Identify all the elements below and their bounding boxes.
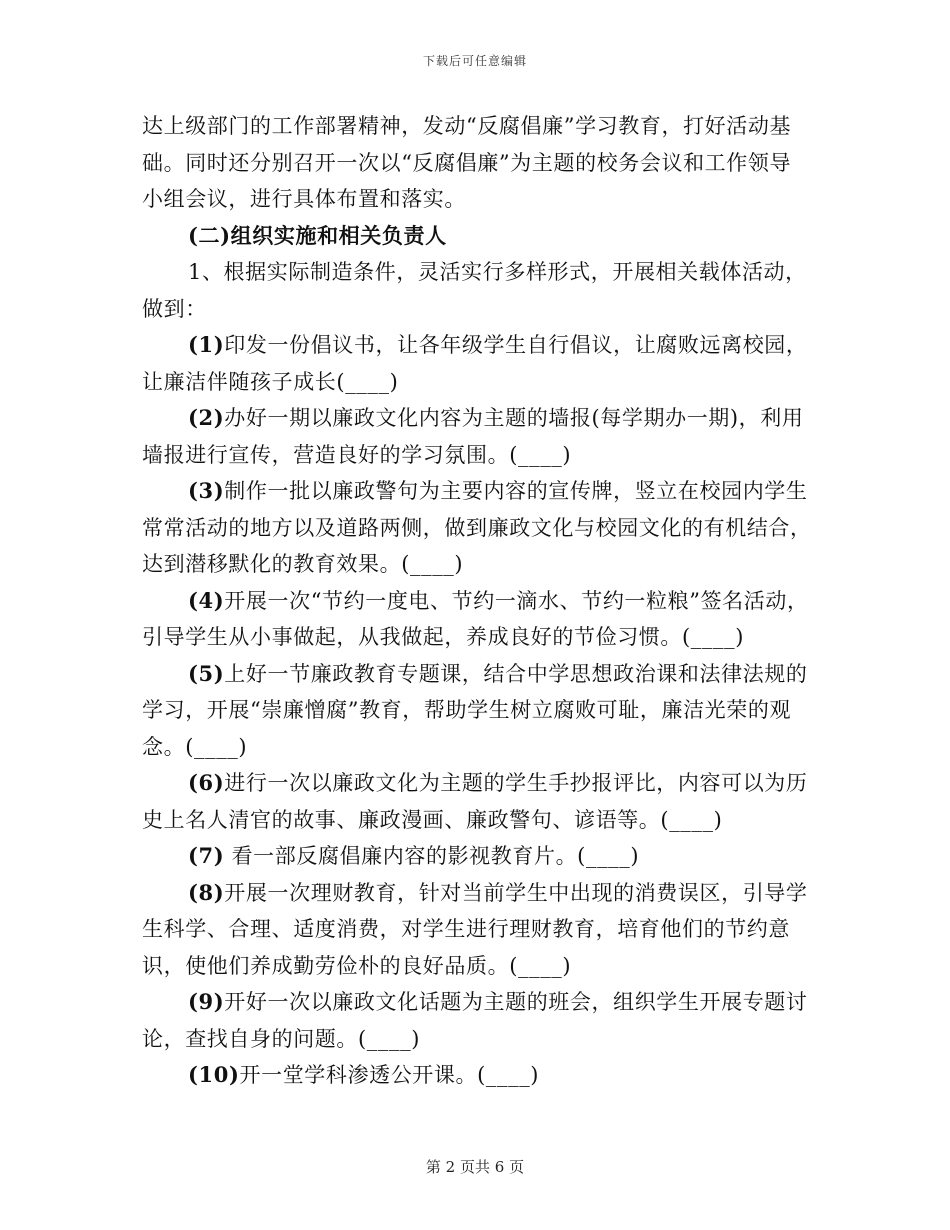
item-text: 开展一次“节约一度电、节约一滴水、节约一粒粮”签名活动，引导学生从小事做起，从我做起，养成良好的节俭习惯。(____) <box>142 588 809 649</box>
item-number: (9) <box>188 989 225 1014</box>
section-heading: (二)组织实施和相关负责人 <box>188 222 447 248</box>
list-item <box>142 400 812 473</box>
list-item <box>142 1057 812 1094</box>
page-footer: 第 2 页共 6 页 <box>425 1158 525 1176</box>
item-number: (3) <box>188 478 225 503</box>
document-body <box>142 108 812 1094</box>
item-number: (1) <box>188 332 225 357</box>
list-item <box>142 473 812 583</box>
list-item <box>142 838 812 875</box>
item-number: (7) <box>188 843 225 868</box>
item-number: (10) <box>188 1062 240 1087</box>
item-number: (4) <box>188 587 225 613</box>
page-header: 下载后可任意编辑 <box>422 54 527 68</box>
item-text: 制作一批以廉政警句为主要内容的宣传牌，竖立在校园内学生常常活动的地方以及道路两侧，做到廉政文化与校园文化的有机结合，达到潜移默化的教育效果。(____) <box>142 479 812 576</box>
item-text: 开好一次以廉政文化话题为主题的班会，组织学生开展专题讨论，查找自身的问题。(____) <box>142 990 808 1051</box>
item-number: (5) <box>188 660 225 686</box>
item-text: 开展一次理财教育，针对当前学生中出现的消费误区，引导学生科学、合理、适度消费，对学生进行理财教育，培育他们的节约意识，使他们养成勤劳俭朴的良好品质。(____) <box>142 880 808 978</box>
item-text: 看一部反腐倡廉内容的影视教育片。(____) <box>224 844 640 868</box>
list-item <box>142 875 812 985</box>
item-text: 上好一节廉政教育专题课，结合中学思想政治课和法律法规的学习，开展“崇廉憎腐”教育，帮助学生树立腐败可耻，廉洁光荣的观念。(____) <box>142 661 808 759</box>
item-text: 印发一份倡议书，让各年级学生自行倡议，让腐败远离校园，让廉洁伴随孩子成长(____) <box>142 333 808 394</box>
list-item <box>142 765 812 838</box>
item-text: 办好一期以廉政文化内容为主题的墙报(每学期办一期)，利用墙报进行宣传，营造良好的学习氛围。(____) <box>142 406 804 467</box>
list-item <box>142 583 812 656</box>
item-number: (2) <box>188 405 225 430</box>
list-item <box>142 656 812 766</box>
continuation-paragraph: 达上级部门的工作部署精神，发动“反腐倡廉”学习教育，打好活动基础。同时还分别召开一次以“反腐倡廉”为主题的校务会议和工作领导小组会议，进行具体布置和落实。 <box>142 114 792 211</box>
item-number: (8) <box>188 879 225 905</box>
item-text: 进行一次以廉政文化为主题的学生手抄报评比，内容可以为历史上名人清官的故事、廉政漫画、廉政警句、谚语等。(____) <box>142 771 808 832</box>
list-item <box>142 327 812 400</box>
item-number: (6) <box>188 770 225 795</box>
item-text: 开一堂学科渗透公开课。(____) <box>239 1063 540 1087</box>
paragraph-1: 1、根据实际制造条件，灵活实行多样形式，开展相关载体活动，做到： <box>142 260 807 321</box>
list-item <box>142 984 812 1057</box>
